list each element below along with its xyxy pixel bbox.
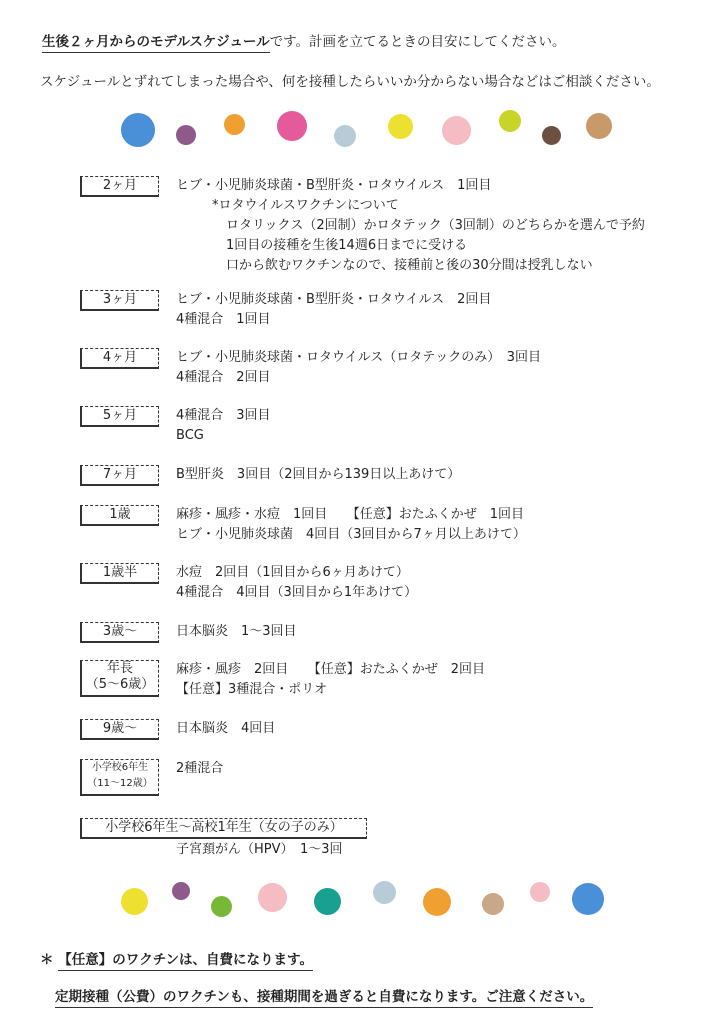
rota-note-line: 1回目の接種を生後14週6日までに受ける (226, 238, 468, 253)
vaccine-line: ヒブ・小児肺炎球菌 4回目（3回目から7ヶ月以上あけて） (176, 527, 526, 542)
vaccine-line: 2種混合 (176, 761, 224, 776)
rota-note-title: *ロタウイルスワクチンについて (212, 198, 399, 213)
vaccine-line: ヒブ・小児肺炎球菌・B型肝炎・ロタウイルス 2回目 (176, 292, 492, 307)
vaccine-line: ヒブ・小児肺炎球菌・B型肝炎・ロタウイルス 1回目 (176, 178, 492, 193)
dot (586, 113, 612, 139)
vaccine-lines (176, 406, 271, 446)
vaccine-line: BCG (176, 428, 204, 443)
dot (176, 125, 196, 145)
age-label (80, 759, 159, 796)
dot (373, 881, 396, 904)
dot (211, 896, 232, 917)
vaccine-line: B型肝炎 3回目（2回目から139日以上あけて） (176, 467, 461, 482)
rota-note-line: 口から飲むワクチンなので、接種前と後の30分間は授乳しない (226, 258, 593, 273)
age-label: 3歳～ (80, 622, 159, 643)
dot (121, 113, 155, 147)
vaccine-lines (176, 840, 343, 860)
note-optional (40, 948, 313, 968)
dot (258, 883, 287, 912)
age-label-main: 小学校6年生 (91, 762, 149, 773)
dot (172, 882, 190, 900)
age-label: 9歳～ (80, 719, 159, 740)
intro-title-rest: です。計画を立てるときの目安にしてください。 (269, 34, 566, 50)
dot (572, 883, 604, 915)
asterisk: ＊ (40, 952, 54, 968)
dot (482, 893, 504, 915)
age-label-main: 年長 (106, 661, 133, 676)
vaccine-line: 【任意】3種混合・ポリオ (176, 682, 328, 697)
age-label: 7ヶ月 (80, 465, 159, 486)
note-optional-text: 【任意】のワクチンは、自費になります。 (58, 952, 313, 971)
dot (530, 882, 550, 902)
vaccine-line: 麻疹・風疹・水痘 1回目 【任意】おたふくかぜ 1回目 (176, 507, 525, 522)
age-label: 5ヶ月 (80, 406, 159, 427)
vaccine-lines (176, 563, 417, 603)
dot (121, 888, 148, 915)
age-label: 1歳 (80, 505, 159, 526)
vaccine-line: ヒブ・小児肺炎球菌・ロタウイルス（ロタテックのみ） 3回目 (176, 350, 541, 365)
vaccine-lines (176, 759, 223, 779)
vaccine-line: 4種混合 4回目（3回目から1年あけて） (176, 585, 418, 600)
vaccine-line: 子宮頚がん（HPV） 1～3回 (176, 842, 343, 857)
age-label: 2ヶ月 (80, 176, 159, 197)
rota-note-line: ロタリックス（2回制）かロタテック（3回制）のどちらかを選んで予約 (226, 218, 645, 233)
vaccine-line: 4種混合 1回目 (176, 312, 271, 327)
intro-line-2: スケジュールとずれてしまった場合や、何を接種したらいいか分からない場合などはご相談ください。 (40, 74, 660, 90)
age-label: 1歳半 (80, 563, 159, 584)
intro-line-1 (42, 30, 566, 50)
dot (277, 111, 307, 141)
vaccine-line: 日本脳炎 4回目 (176, 721, 276, 736)
intro-title: 生後２ヶ月からのモデルスケジュール (42, 34, 270, 53)
note-public: 定期接種（公費）のワクチンも、接種期間を過ぎると自費になります。ご注意ください。 (55, 985, 593, 1008)
vaccine-line: 日本脳炎 1～3回目 (176, 624, 297, 639)
vaccine-lines (176, 622, 297, 642)
dot (388, 114, 413, 139)
vaccine-lines (176, 505, 526, 545)
age-label-sub: （11～12歳） (87, 778, 153, 789)
dot (314, 888, 341, 915)
vaccine-line: 水痘 2回目（1回目から6ヶ月あけて） (176, 565, 409, 580)
dot (542, 126, 561, 145)
age-label (80, 660, 159, 697)
vaccine-lines (176, 176, 645, 276)
dot (499, 110, 521, 132)
vaccine-lines (176, 348, 541, 388)
vaccine-lines (176, 719, 275, 739)
vaccine-line: 麻疹・風疹 2回目 【任意】おたふくかぜ 2回目 (176, 662, 486, 677)
vaccine-lines (176, 290, 491, 330)
dot (224, 114, 245, 135)
age-label: 小学校6年生～高校1年生（女の子のみ） (80, 818, 367, 839)
dot (423, 888, 451, 916)
vaccine-lines (176, 660, 485, 700)
age-label: 4ヶ月 (80, 348, 159, 369)
age-label: 3ヶ月 (80, 290, 159, 311)
vaccine-lines (176, 465, 460, 485)
vaccine-line: 4種混合 3回目 (176, 408, 271, 423)
dot (442, 116, 471, 145)
age-label-sub: （5～6歳） (85, 677, 155, 692)
vaccine-line: 4種混合 2回目 (176, 370, 271, 385)
dot (334, 125, 356, 147)
